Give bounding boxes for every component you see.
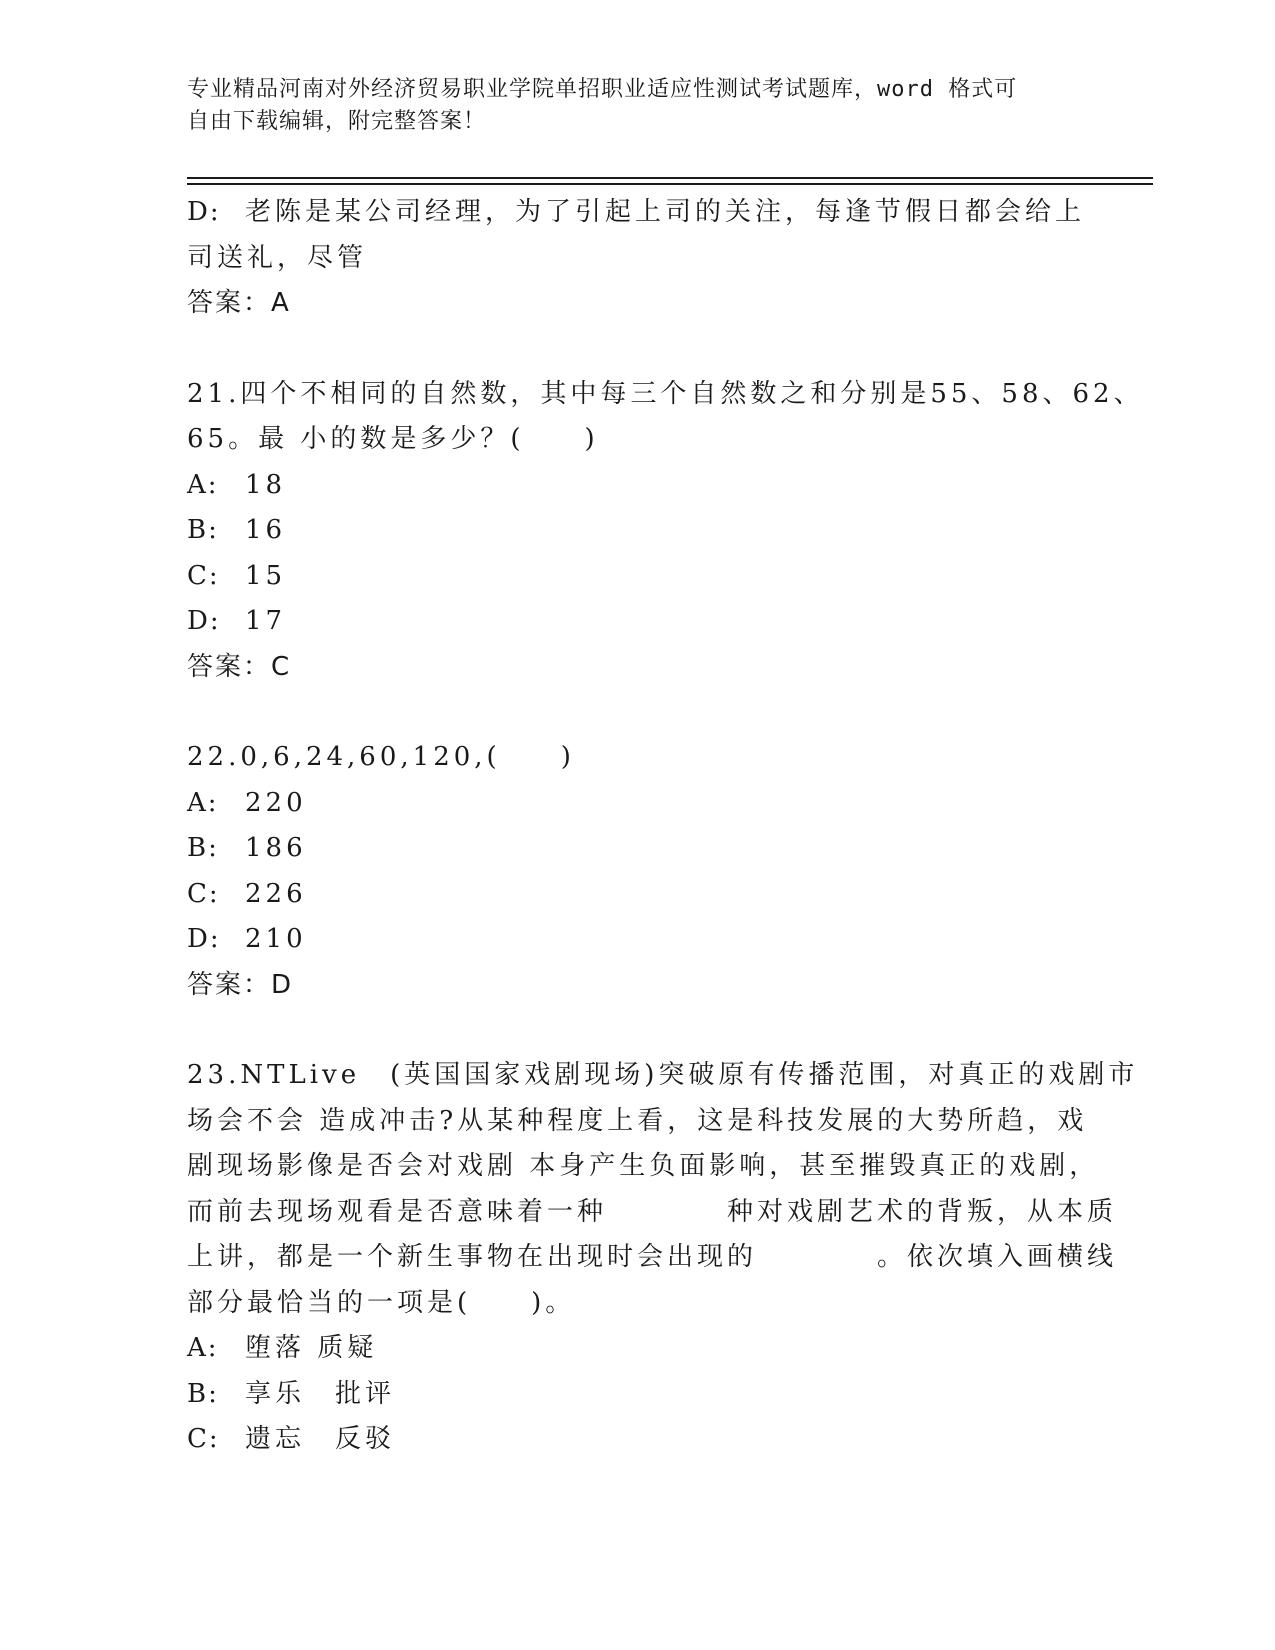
question-23-stem-line-2: 场会不会 造成冲击?从某种程度上看，这是科技发展的大势所趋，戏: [187, 1105, 1088, 1136]
option-text: 18: [245, 469, 287, 500]
option-c: [187, 872, 1067, 918]
option-letter: C:: [187, 560, 220, 591]
header-divider-top: [187, 177, 1153, 179]
spacer: [187, 327, 1067, 372]
option-c: [187, 554, 1067, 600]
option-d-continued: 司送礼，尽管: [187, 242, 368, 273]
answer-line: 答案：D: [187, 969, 294, 1000]
option-b: [187, 826, 1067, 872]
question-23-stem-line-4: 而前去现场观看是否意味着一种 种对戏剧艺术的背叛，从本质: [187, 1196, 1118, 1227]
option-text: 210: [245, 924, 307, 954]
option-letter: D:: [187, 924, 221, 954]
question-23-stem-line-3: 剧现场影像是否会对戏剧 本身产生负面影响，甚至摧毁真正的戏剧，: [187, 1151, 1100, 1181]
option-text: 遗忘 反驳: [245, 1424, 396, 1454]
option-letter: C:: [187, 1424, 220, 1454]
spacer: [187, 1008, 1067, 1053]
option-letter: B:: [187, 833, 219, 863]
option-letter: D:: [187, 197, 221, 227]
option-a: [187, 781, 1067, 827]
option-text: 堕落 质疑: [245, 1333, 378, 1363]
question-21-stem-line-2: 65。最 小的数是多少？( ): [187, 424, 599, 454]
option-letter: A:: [187, 787, 219, 818]
header-divider-bottom: [187, 183, 1153, 185]
spacer: [187, 690, 1067, 735]
option-letter: D:: [187, 606, 221, 636]
option-d: [187, 599, 1067, 645]
answer-line: 答案：C: [187, 651, 292, 682]
option-letter: C:: [187, 878, 220, 909]
answer-line: 答案：A: [187, 288, 291, 318]
option-a: [187, 463, 1067, 509]
option-text: 226: [245, 878, 307, 909]
option-b: [187, 508, 1067, 554]
question-23-stem-line-5: 上讲，都是一个新生事物在出现时会出现的 。依次填入画横线: [187, 1242, 1118, 1272]
option-text: 15: [245, 560, 287, 591]
question-22-stem: 22.0,6,24,60,120,( ): [187, 742, 575, 772]
document-body: [187, 190, 1144, 1463]
header-line-1: 专业精品河南对外经济贸易职业学院单招职业适应性测试考试题库，word 格式可: [187, 77, 1018, 102]
option-a: [187, 1326, 1067, 1372]
option-letter: B:: [187, 515, 219, 545]
question-23-stem-line-6: 部分最恰当的一项是( )。: [187, 1287, 576, 1318]
option-c: [187, 1417, 1067, 1463]
option-text: 186: [245, 833, 307, 863]
header-line-2: 自由下载编辑，附完整答案！: [187, 109, 487, 134]
option-text: 220: [245, 787, 307, 818]
option-d: [187, 190, 1086, 236]
option-letter: B:: [187, 1378, 219, 1409]
option-text: 老陈是某公司经理，为了引起上司的关注，每逢节假日都会给上: [245, 197, 1086, 227]
document-header: [187, 74, 1067, 138]
option-b: [187, 1372, 1067, 1418]
question-21-stem-line-1: 21.四个不相同的自然数，其中每三个自然数之和分别是55、58、62、: [187, 378, 1144, 409]
option-text: 16: [245, 515, 287, 545]
option-letter: A:: [187, 1333, 219, 1363]
option-d: [187, 917, 1067, 963]
option-letter: A:: [187, 469, 219, 500]
question-23-stem-line-1: 23.NTLive (英国国家戏剧现场)突破原有传播范围，对真正的戏剧市: [187, 1060, 1139, 1090]
option-text: 17: [245, 606, 287, 636]
option-text: 享乐 批评: [245, 1378, 396, 1409]
